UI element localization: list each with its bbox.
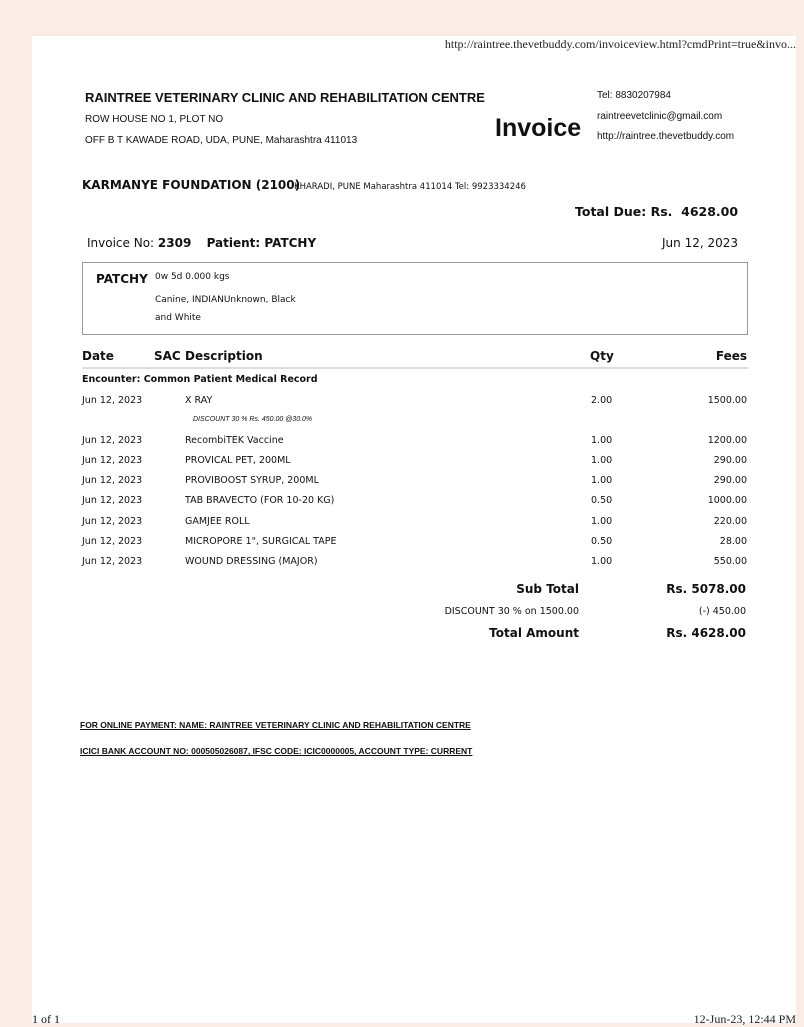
row-qty: 0.50 [591,495,613,506]
row-qty: 1.00 [591,516,613,527]
row-qty: 1.00 [591,455,613,466]
row-qty: 1.00 [591,556,613,567]
row-fees: 220.00 [713,516,747,527]
total-due-value: 4628.00 [681,204,739,219]
row-description: RecombiTEK Vaccine [185,435,284,446]
row-description: WOUND DRESSING (MAJOR) [185,556,318,567]
print-footer-timestamp: 12-Jun-23, 12:44 PM [693,1012,796,1026]
patient-label: Patient: PATCHY [206,236,317,250]
discount-label: DISCOUNT 30 % on 1500.00 [444,606,579,617]
invoice-date: Jun 12, 2023 [662,236,739,250]
invoice-number-label: Invoice No: [87,236,155,250]
clinic-website[interactable]: http://raintree.thevetbuddy.com [597,131,735,142]
row-description: TAB BRAVECTO (FOR 10-20 KG) [185,495,335,506]
row-qty: 1.00 [591,435,613,446]
encounter-label: Encounter: Common Patient Medical Record [82,374,318,385]
row-date: Jun 12, 2023 [82,536,143,547]
col-header-date: Date [82,349,114,363]
row-fees: 550.00 [713,556,747,567]
col-header-qty: Qty [590,349,614,363]
discount-value: (-) 450.00 [698,606,746,617]
patient-description-line1: Canine, INDIANUnknown, Black [155,295,296,305]
col-header-description: Description [185,349,263,363]
row-description: X RAY [185,395,213,406]
total-amount-label: Total Amount [489,626,579,640]
subtotal-label: Sub Total [516,582,579,596]
row-date: Jun 12, 2023 [82,455,143,466]
document-title: Invoice [495,114,582,142]
invoice-page [32,36,796,1026]
row-qty: 1.00 [591,475,613,486]
clinic-name: RAINTREE VETERINARY CLINIC AND REHABILITATION CENTRE [85,90,485,105]
row-fees: 1200.00 [707,435,747,446]
table-header-rule [82,367,748,369]
patient-name: PATCHY [96,272,148,286]
clinic-tel: Tel: 8830207984 [597,90,671,101]
clinic-email[interactable]: raintreevetclinic@gmail.com [597,111,723,122]
print-footer-page-count: 1 of 1 [32,1012,60,1026]
row-description: MICROPORE 1", SURGICAL TAPE [185,536,337,547]
row-date: Jun 12, 2023 [82,495,143,506]
col-header-sac: SAC [154,349,181,363]
row-qty: 0.50 [591,536,613,547]
clinic-address-line1: ROW HOUSE NO 1, PLOT NO [85,114,224,125]
patient-box [82,262,748,335]
client-address: KHARADI, PUNE Maharashtra 411014 Tel: 9923334246 [294,182,526,192]
total-amount-value: Rs. 4628.00 [666,626,746,640]
row-date: Jun 12, 2023 [82,516,143,527]
clinic-address-line2: OFF B T KAWADE ROAD, UDA, PUNE, Maharashtra 411013 [85,135,358,146]
patient-description-line2: and White [155,313,201,323]
row-description: PROVIBOOST SYRUP, 200ML [185,475,319,486]
patient-age-weight: 0w 5d 0.000 kgs [155,272,230,282]
print-header-url: http://raintree.thevetbuddy.com/invoiceview.html?cmdPrint=true&invo... [444,37,796,51]
row-fees: 290.00 [713,455,747,466]
row-date: Jun 12, 2023 [82,556,143,567]
row-fees: 1000.00 [707,495,747,506]
subtotal-value: Rs. 5078.00 [666,582,746,596]
row-fees: 1500.00 [707,395,747,406]
row-fees: 28.00 [719,536,747,547]
payment-info-line2: ICICI BANK ACCOUNT NO: 000505026087, IFSC CODE: ICIC0000005, ACCOUNT TYPE: CURRENT [80,746,473,756]
total-due [575,204,738,219]
row-qty: 2.00 [591,395,613,406]
row-date: Jun 12, 2023 [82,435,143,446]
row-fees: 290.00 [713,475,747,486]
invoice-meta [87,236,316,250]
client-name: KARMANYE FOUNDATION (2100) [82,178,301,192]
row-discount-note: DISCOUNT 30 % Rs. 450.00 @30.0% [193,416,313,423]
col-header-fees: Fees [715,349,747,363]
total-due-label: Total Due: Rs. [575,204,673,219]
row-description: GAMJEE ROLL [185,516,250,527]
invoice-number: 2309 [157,236,192,250]
row-date: Jun 12, 2023 [82,475,143,486]
row-date: Jun 12, 2023 [82,395,143,406]
payment-info-line1: FOR ONLINE PAYMENT: NAME: RAINTREE VETERINARY CLINIC AND REHABILITATION CENTRE [80,720,471,730]
row-description: PROVICAL PET, 200ML [185,455,291,466]
